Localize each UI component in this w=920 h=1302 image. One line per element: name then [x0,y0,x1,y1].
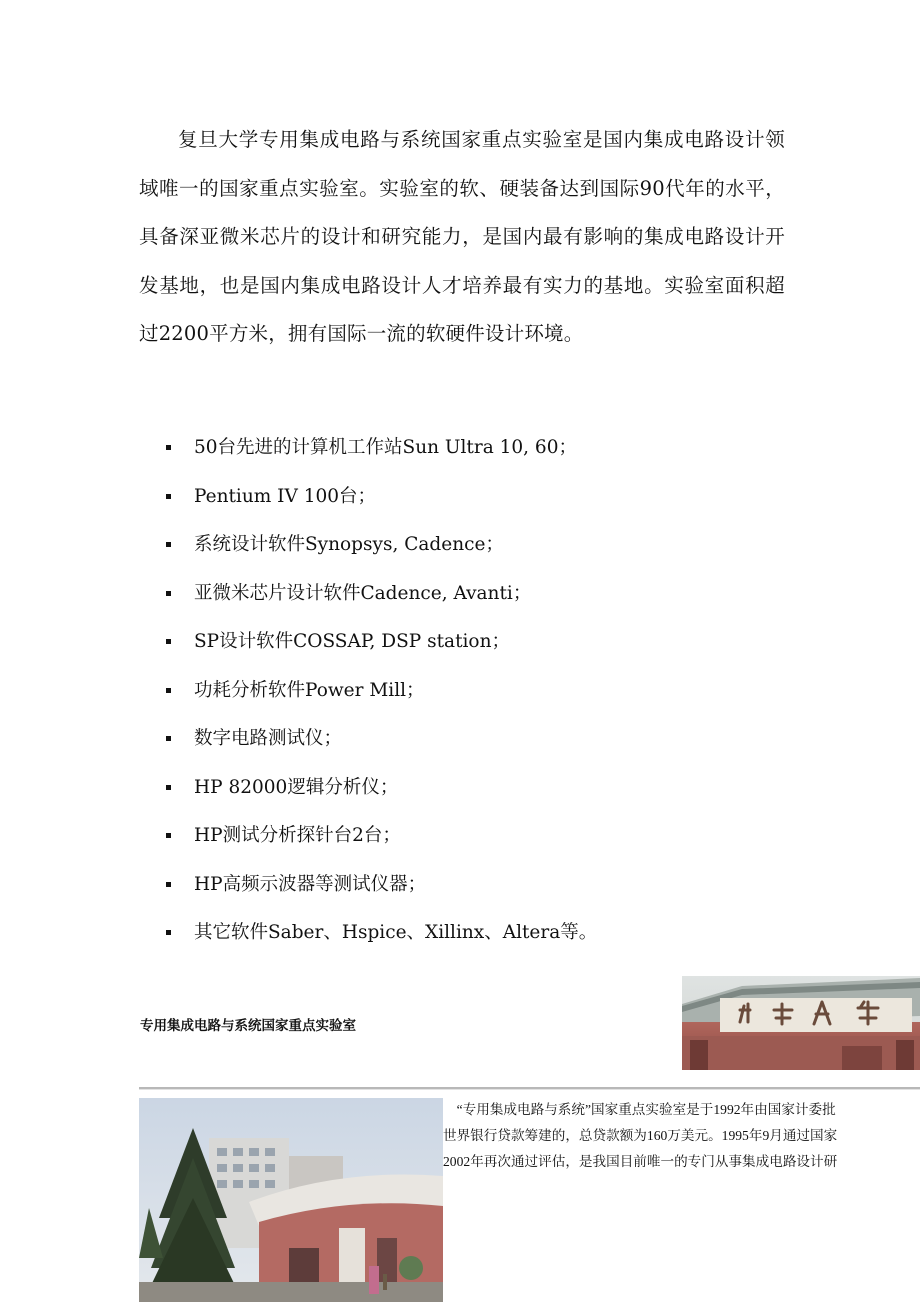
equipment-list [164,424,597,958]
lab-description-line: “专用集成电路与系统”国家重点实验室是于1992年由国家计委批 [456,1102,836,1117]
bullet-icon [166,494,171,499]
bullet-icon [166,785,171,790]
bullet-icon [166,736,171,741]
bullet-icon [166,930,171,935]
bullet-icon [166,542,171,547]
list-item: 系统设计软件Synopsys, Cadence； [164,521,597,570]
bullet-icon [166,591,171,596]
lab-description-line: 2002年再次通过评估，是我国目前唯一的专门从事集成电路设计研 [443,1154,838,1169]
list-item: HP高频示波器等测试仪器； [164,861,597,910]
banner-sign-text: 復旦大學 [742,1025,751,1027]
list-item: 功耗分析软件Power Mill； [164,667,597,716]
intro-paragraph: 复旦大学专用集成电路与系统国家重点实验室是国内集成电路设计领域唯一的国家重点实验室。实验室的软、硬装备达到国际90代年的水平，具备深亚微米芯片的设计和研究能力，是国内最有影响的集成电路设计开发基地，也是国内集成电路设计人才培养最有实力的基地。实验室面积超过2200平方米，拥有国际一流的软硬件设计环境。 [139,128,785,346]
lab-description-line: 世界银行贷款筹建的，总贷款额为160万美元。1995年9月通过国家 [443,1128,838,1143]
list-item: 其它软件Saber、Hspice、Xillinx、Altera等。 [164,909,597,958]
bullet-icon [166,882,171,887]
bullet-icon [166,688,171,693]
lab-description [443,1097,920,1175]
lab-building-photo [139,1098,443,1302]
list-item: HP 82000逻辑分析仪； [164,764,597,813]
list-item: Pentium IV 100台； [164,473,597,522]
list-item: 50台先进的计算机工作站Sun Ultra 10, 60； [164,424,597,473]
list-item: 数字电路测试仪； [164,715,597,764]
bullet-icon [166,833,171,838]
campus-gate-photo [682,976,920,1070]
bullet-icon [166,639,171,644]
list-item: 亚微米芯片设计软件Cadence, Avanti； [164,570,597,619]
section-divider [139,1087,920,1090]
list-item: HP测试分析探针台2台； [164,812,597,861]
bullet-icon [166,445,171,450]
list-item: SP设计软件COSSAP, DSP station； [164,618,597,667]
section-title: 专用集成电路与系统国家重点实验室 [140,1018,356,1034]
